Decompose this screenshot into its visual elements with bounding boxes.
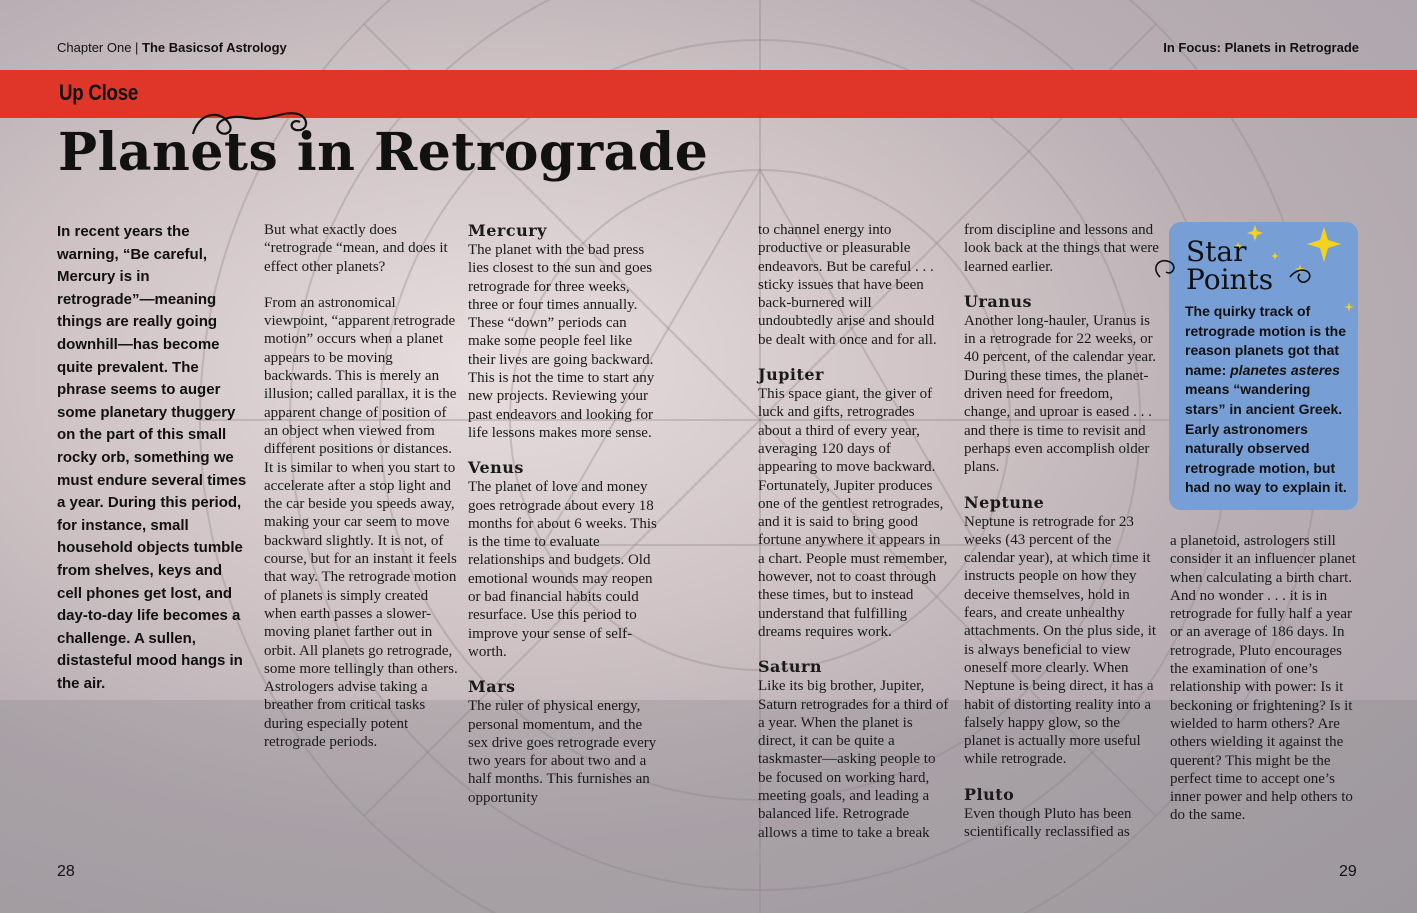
column-intro [264, 221, 460, 751]
running-header-right: In Focus: Planets in Retrograde [1163, 40, 1359, 55]
mars-continued: to channel energy into productive or pleasurable endeavors. But be careful . . . sticky issues that have been back-burnered will undoubtedly arise and should be dealt with once and for all. [758, 222, 937, 348]
sidebar-title-line1: Star [1186, 235, 1247, 268]
page-number-left: 28 [57, 863, 75, 880]
pluto-text: Even though Pluto has been scientifically reclassified as [964, 805, 1132, 841]
section-label: Up Close [59, 80, 139, 105]
book-title: The Basicsof Astrology [142, 40, 287, 55]
intro-explanation: From an astronomical viewpoint, “apparent retrograde motion” occurs when a planet appears to be moving backwards. This is merely an illusion; called parallax, it is the apparent change of position of an object when viewed from different positions or distances. It is similar to when you start to accelerate after a stop light and the car beside you speeds away, making your car seem to move backward slightly. It is not, of course, but for an instant it feels that way. The retrograde motion of planets is simply created when earth passes a slower-moving planet farther out in orbit. All planets go retrograde, some more tellingly than others. Astrologers advise taking a breather from critical tasks during especially potent retrograde periods. [264, 294, 458, 751]
chapter-label: Chapter One [57, 40, 132, 55]
sidebar-term: planetes asteres [1230, 361, 1340, 378]
mars-text: The ruler of physical energy, personal momentum, and the sex drive goes retrograde every two years for about two and a half months. This furnishes an opportunity [468, 698, 657, 806]
running-header-left: Chapter One | The Basicsof Astrology [57, 40, 287, 55]
page-number-right: 29 [1339, 863, 1357, 880]
saturn-text: Like its big brother, Jupiter, Saturn retrogrades for a third of a year. When the planet is direct, it can be quite a taskmaster—asking people to be focused on working hard, meeting goals, and leading a balanced life. Retrograde allows a time to take a break [758, 678, 949, 841]
intro-question: But what exactly does “retrograde “mean, and does it effect other planets? [264, 222, 448, 275]
mercury-text: The planet with the bad press lies closest to the sun and goes retrograde for three weeks, three or four times annually. These “down” periods can make some people feel like their lives are going backward. This is not the time to start any new projects. Reviewing your past endeavors and looking for life lessons makes more sense. [468, 242, 655, 441]
venus-text: The planet of love and money goes retrograde about every 18 months for about 6 weeks. This is the time to evaluate relationships and budgets. Old emotional wounds may reopen or bad financial habits could resurface. Use this period to improve your sense of self-worth. [468, 479, 657, 660]
jupiter-heading: Jupiter [758, 365, 824, 385]
uranus-text: Another long-hauler, Uranus is in a retrograde for 22 weeks, or 40 percent, of the calendar year. During these times, the planet-driven need for freedom, change, and uproar is eased . . . and there is time to revisit and perhaps even accomplish older plans. [964, 312, 1156, 476]
uranus-heading: Uranus [964, 291, 1033, 311]
pluto-heading: Pluto [964, 784, 1015, 804]
page-title: Planets in Retrograde [58, 122, 709, 183]
column-gas-giants [758, 221, 950, 842]
lead-paragraph: In recent years the warning, “Be careful, Mercury is in retrograde”—meaning things are really going downhill—has become quite prevalent. The phrase seems to auger some planetary thuggery on the part of this small rocky orb, something we must endure several times a year. During this period, for instance, small household objects tumble from shelves, keys and cell phones get lost, and day-to-day life becomes a challenge. A sullen, distasteful mood hangs in the air. [57, 223, 247, 692]
large-star-icon [1307, 227, 1341, 262]
mercury-heading: Mercury [468, 221, 547, 240]
mars-heading: Mars [468, 677, 516, 697]
neptune-heading: Neptune [964, 492, 1045, 512]
venus-heading: Venus [468, 458, 524, 478]
neptune-text: Neptune is retrograde for 23 weeks (43 percent of the calendar year), at which time it instructs people on how they deceive themselves, hold in fears, and create unhealthy attachments. On the plus side, it is always beneficial to view oneself more clearly. When Neptune is being direct, it has a habit of distorting reality into a falsely happy glow, so the planet is actually more useful while retrograde. [964, 513, 1157, 768]
pluto-continued: a planetoid, astrologers still consider it an influencer planet when calculating a birth chart. And no wonder . . . it is in retrograde for fully half a year or an average of 186 days. In retrograde, Pluto encourages the examination of one’s relationship with power: Is it beckoning or frightening? Is it wielded to harm others? Are others wielding it against the querent? This might be the perfect time to accept one’s inner power and help others to do the same. [1170, 533, 1356, 824]
column-inner-planets [468, 221, 660, 807]
saturn-continued: from discipline and lessons and look back at the things that were learned earlier. [964, 222, 1159, 275]
column-pluto-continued [1170, 532, 1362, 825]
column-outer-planets [964, 221, 1160, 841]
jupiter-text: This space giant, the giver of luck and gifts, retrogrades about a third of every year, averaging 120 days of appearing to move backward. Fortunately, Jupiter produces one of the gentlest retrogrades, and it is said to bring good fortune anywhere it appears in a chart. People must remember, however, not to coast through these times, but to instead understand that fulfilling dreams requires work. [758, 386, 948, 640]
sidebar-text-start: The quirky track of retrograde motion is the reason planets got that name: [1185, 303, 1347, 378]
sidebar-title [1186, 235, 1274, 296]
sidebar-text-end: means “wandering stars” in ancient Greek. Early astronomers naturally observed retrograde motion, but had no way to explain it. [1185, 381, 1347, 496]
sidebar-text [1185, 302, 1350, 498]
small-star-icon [1295, 264, 1305, 274]
saturn-heading: Saturn [758, 657, 823, 677]
sidebar-title-line2: Points [1186, 263, 1274, 296]
